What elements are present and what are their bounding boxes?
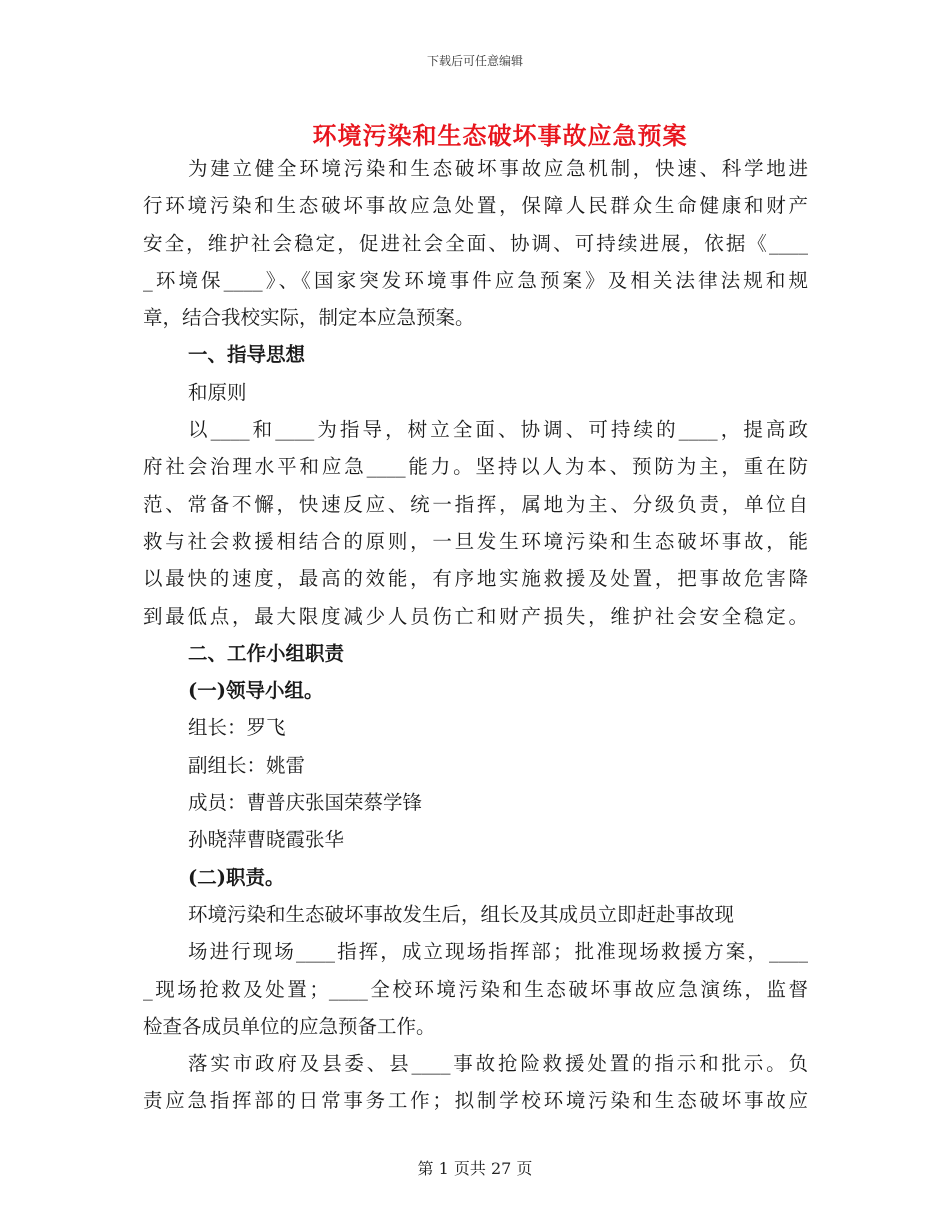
section-heading: 一、指导思想	[188, 343, 306, 367]
text-line: 到最低点，最大限度减少人员伤亡和财产损失，维护社会安全稳定。	[143, 604, 808, 628]
text-line: 副组长：姚雷	[188, 753, 306, 777]
text-line: 安全，维护社会稳定，促进社会全面、协调、可持续进展，依据《____	[143, 231, 808, 255]
text-line: 行环境污染和生态破坏事故应急处置，保障人民群众生命健康和财产	[143, 194, 808, 218]
text-line: 以____和____为指导，树立全面、协调、可持续的____，提高政	[188, 418, 808, 442]
document-body	[143, 150, 808, 1120]
text-line: 和原则	[188, 380, 247, 404]
text-line: 以最快的速度，最高的效能，有序地实施救援及处置，把事故危害降	[143, 567, 808, 591]
text-line: 落实市政府及县委、县____事故抢险救援处置的指示和批示。负	[188, 1052, 808, 1076]
text-line: 组长：罗飞	[188, 716, 286, 740]
text-line: 场进行现场____指挥，成立现场指挥部；批准现场救援方案，____	[188, 940, 808, 964]
text-line: 府社会治理水平和应急____能力。坚持以人为本、预防为主，重在防	[143, 455, 808, 479]
text-line: 救与社会救援相结合的原则，一旦发生环境污染和生态破坏事故，能	[143, 529, 808, 553]
text-line: 责应急指挥部的日常事务工作；拟制学校环境污染和生态破坏事故应	[143, 1089, 808, 1113]
text-line: 环境污染和生态破坏事故发生后，组长及其成员立即赶赴事故现	[188, 902, 735, 926]
section-heading: 二、工作小组职责	[188, 641, 345, 665]
text-line: 范、常备不懈，快速反应、统一指挥，属地为主、分级负责，单位自	[143, 492, 808, 516]
document-title: 环境污染和生态破坏事故应急预案	[312, 121, 688, 150]
section-heading: (一)领导小组。	[188, 679, 324, 703]
text-line: 为建立健全环境污染和生态破坏事故应急机制，快速、科学地进	[188, 157, 808, 180]
page-header-note: 下载后可任意编辑	[426, 54, 523, 68]
text-line: 检查各成员单位的应急预备工作。	[143, 1014, 436, 1038]
page-footer: 第 1 页共 27 页	[417, 1159, 533, 1178]
text-line: 孙晓萍曹晓霞张华	[188, 828, 345, 852]
text-line: 成员：曹普庆张国荣蔡学锋	[188, 791, 423, 815]
text-line: _现场抢救及处置；____全校环境污染和生态破坏事故应急演练，监督	[143, 977, 808, 1001]
text-line: 章，结合我校实际，制定本应急预案。	[143, 306, 475, 330]
section-heading: (二)职责。	[188, 865, 285, 889]
text-line: _环境保____》、《国家突发环境事件应急预案》及相关法律法规和规	[143, 268, 808, 292]
